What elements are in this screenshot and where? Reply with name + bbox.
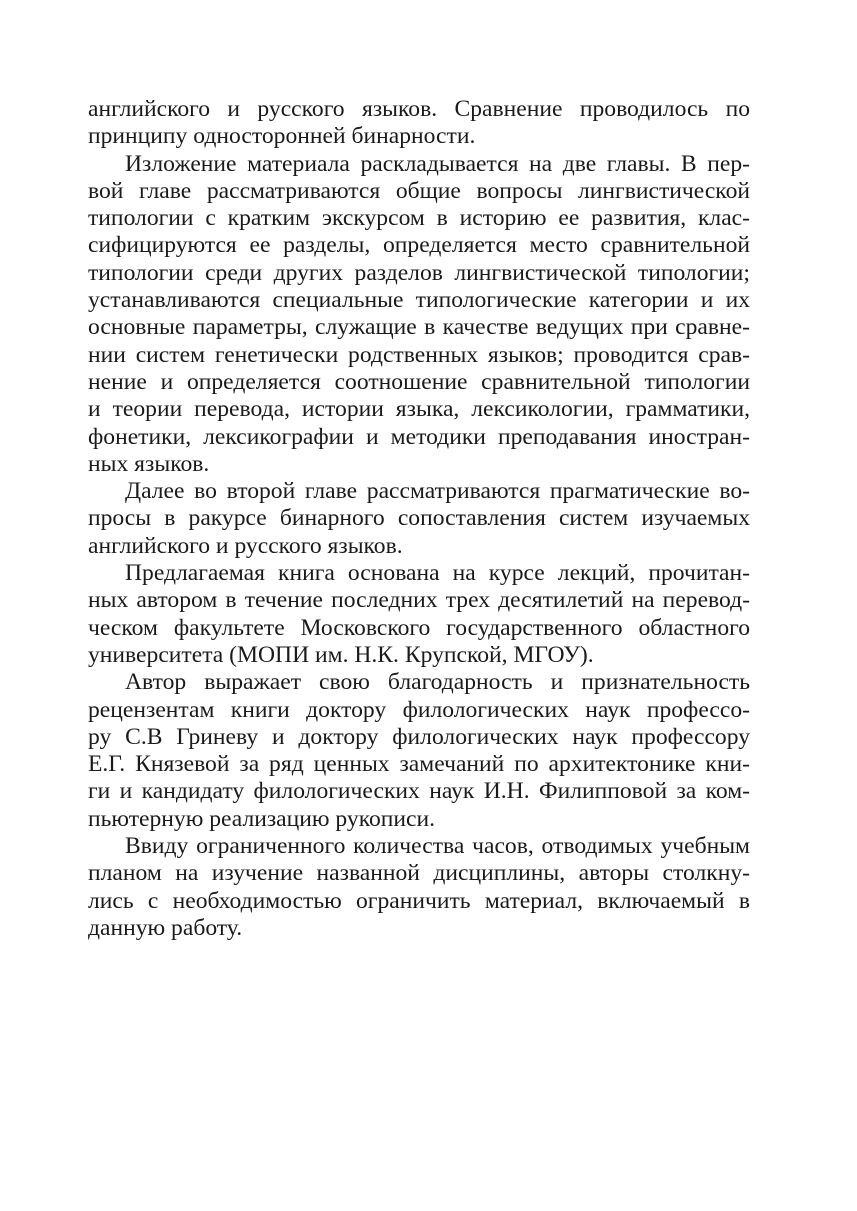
text-line: основные параметры, служащие в качестве ведущих при сравне- <box>88 314 750 341</box>
text-line: Далее во второй главе рассматриваются прагматические во- <box>125 478 750 505</box>
text-line: Автор выражает свою благодарность и признательность <box>125 669 750 696</box>
text-line: фонетики, лексикографии и методики преподавания иностран- <box>88 423 750 450</box>
text-line: рецензентам книги доктору филологических наук профессо- <box>88 696 750 723</box>
text-line: ных автором в течение последних трех десятилетий на перевод- <box>88 587 750 614</box>
document-page <box>88 96 750 942</box>
paragraph-3 <box>88 478 750 560</box>
text-line: английского и русского языков. <box>88 532 403 559</box>
text-line: ческом факультете Московского государственного областного <box>88 614 750 641</box>
text-line: лись с необходимостью ограничить материал, включаемый в <box>88 887 750 914</box>
text-line: Предлагаемая книга основана на курсе лекций, прочитан- <box>125 560 750 587</box>
text-line: данную работу. <box>88 914 243 941</box>
text-line: типологии среди других разделов лингвистической типологии; <box>88 259 750 286</box>
text-line: вой главе рассматриваются общие вопросы лингвистической <box>88 177 750 204</box>
text-line: устанавливаются специальные типологические категории и их <box>88 287 750 314</box>
text-line: планом на изучение названной дисциплины, авторы столкну- <box>88 860 750 887</box>
text-line: ных языков. <box>88 450 210 477</box>
text-line: университета (МОПИ им. Н.К. Крупской, МГОУ). <box>88 641 594 668</box>
text-line: Ввиду ограниченного количества часов, отводимых учебным <box>125 833 750 860</box>
paragraph-5 <box>88 669 750 833</box>
text-line: нии систем генетически родственных языков; проводится срав- <box>88 341 750 368</box>
text-line: пьютерную реализацию рукописи. <box>88 805 436 832</box>
text-line: Изложение материала раскладывается на две главы. В пер- <box>125 150 750 177</box>
text-line: принципу односторонней бинарности. <box>88 123 476 150</box>
paragraph-6 <box>88 833 750 942</box>
paragraph-1 <box>88 96 750 151</box>
paragraph-2 <box>88 151 750 479</box>
text-line: Е.Г. Князевой за ряд ценных замечаний по архитектонике кни- <box>88 751 750 778</box>
text-line: типологии с кратким экскурсом в историю ее развития, клас- <box>88 205 750 232</box>
text-line: сифицируются ее разделы, определяется место сравнительной <box>88 232 750 259</box>
text-line: и теории перевода, истории языка, лексикологии, грамматики, <box>88 396 750 423</box>
text-line: просы в ракурсе бинарного сопоставления систем изучаемых <box>88 505 750 532</box>
text-line: английского и русского языков. Сравнение проводилось по <box>88 96 750 122</box>
text-line: ги и кандидату филологических наук И.Н. Филипповой за ком- <box>88 778 750 805</box>
paragraph-4 <box>88 560 750 669</box>
text-line: ру С.В Гриневу и доктору филологических наук профессору <box>88 723 750 750</box>
text-line: нение и определяется соотношение сравнительной типологии <box>88 368 750 395</box>
